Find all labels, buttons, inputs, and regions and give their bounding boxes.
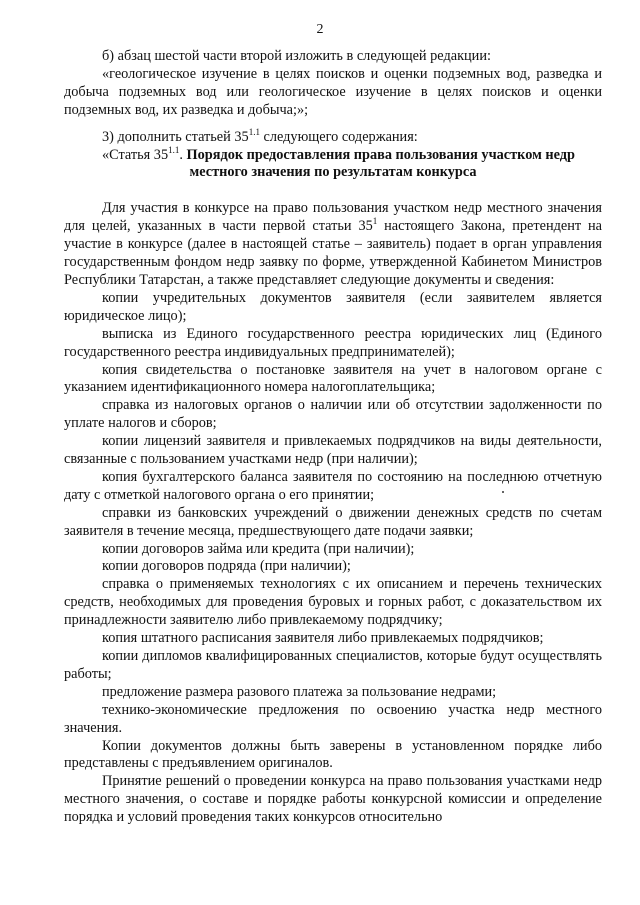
- article-dot: .: [179, 146, 187, 163]
- list-item: копия штатного расписания заявителя либо привлекаемых подрядчиков;: [102, 630, 544, 647]
- list-item: копии дипломов квалифицированных специалистов, которые будут осуществлять работы;: [64, 648, 602, 682]
- list-item: копии договоров подряда (при наличии);: [102, 558, 351, 575]
- list-item: копии лицензий заявителя и привлекаемых подрядчиков на виды деятельности, связанные с пользованием участками недр (при наличии);: [64, 433, 602, 468]
- list-item: выписка из Единого государственного реестра юридических лиц (Единого государственного реестра индивидуальных предпринимателей);: [64, 325, 602, 360]
- item-3-text-end: следующего содержания:: [259, 128, 418, 145]
- item-3-superscript: 1.1: [248, 126, 260, 137]
- article-title-line1: Порядок предоставления права пользования участком недр: [186, 146, 575, 163]
- amendment-item-3: [64, 126, 602, 147]
- list-item: технико-экономические предложения по освоению участка недр местного значения.: [64, 701, 602, 736]
- list-item: предложение размера разового платежа за пользование недрами;: [102, 683, 497, 700]
- list-item: справка из налоговых органов о наличии или об отсутствии задолженности по уплате налогов и сборов;: [64, 397, 602, 432]
- document-body: [64, 48, 602, 827]
- intro-superscript: 1: [372, 216, 378, 227]
- article-intro: [64, 200, 602, 290]
- list-item: справки из банковских учреждений о движении денежных средств по счетам заявителя в течение месяца, предшествующего дате подачи заявки;: [64, 504, 602, 539]
- copies-note: Копии документов должны быть заверены в установленном порядке либо представлены с предъявлением оригиналов.: [64, 737, 602, 772]
- list-item: копия бухгалтерского баланса заявителя по состоянию на последнюю отчетную дату с отметкой налогового органа о его принятии;: [64, 468, 602, 503]
- article-prefix: «Статья 35: [102, 146, 169, 163]
- list-item: копии договоров займа или кредита (при наличии);: [102, 540, 415, 557]
- amendment-item-b-quote: «геологическое изучение в целях поисков и оценки подземных вод, разведка и добыча подземных вод или геологическое изучение в целях поисков и оценки подземных вод, их разведка и добыча;»;: [64, 65, 602, 118]
- list-item: копии учредительных документов заявителя (если заявителем является юридическое лицо);: [64, 289, 602, 324]
- page-number: 2: [316, 22, 324, 37]
- article-heading: [64, 144, 602, 165]
- article-superscript: 1.1: [168, 144, 180, 155]
- amendment-item-b: б) абзац шестой части второй изложить в следующей редакции:: [102, 48, 491, 64]
- intro-text: Для участия в конкурсе на право пользования участком недр местного значения для целей, указанных в части первой статьи 35: [64, 200, 602, 235]
- list-item: справка о применяемых технологиях с их описанием и перечень технических средств, необходимых для проведения буровых и горных работ, с доказательством их принадлежности заявителю либо привлекаемому подрядчику;: [64, 576, 602, 629]
- intro-text-end: настоящего Закона, претендент на участие в конкурсе (далее в настоящей статье – заявитель) подает в орган управления государственным фондом недр заявку по форме, утвержденной Кабинетом Министров Республики Татарстан, а также представляет следующие документы и сведения:: [64, 218, 603, 288]
- item-3-text: 3) дополнить статьей 35: [102, 128, 249, 145]
- article-title-line2: местного значения по результатам конкурса: [189, 164, 477, 181]
- list-item: копия свидетельства о постановке заявителя на учет в налоговом органе с указанием идентификационного номера налогоплательщика;: [64, 361, 602, 396]
- final-paragraph: Принятие решений о проведении конкурса на право пользования участками недр местного значения, о составе и порядке работы конкурсной комиссии и определение порядка и условий проведения таких конкурсов относительно: [64, 773, 602, 826]
